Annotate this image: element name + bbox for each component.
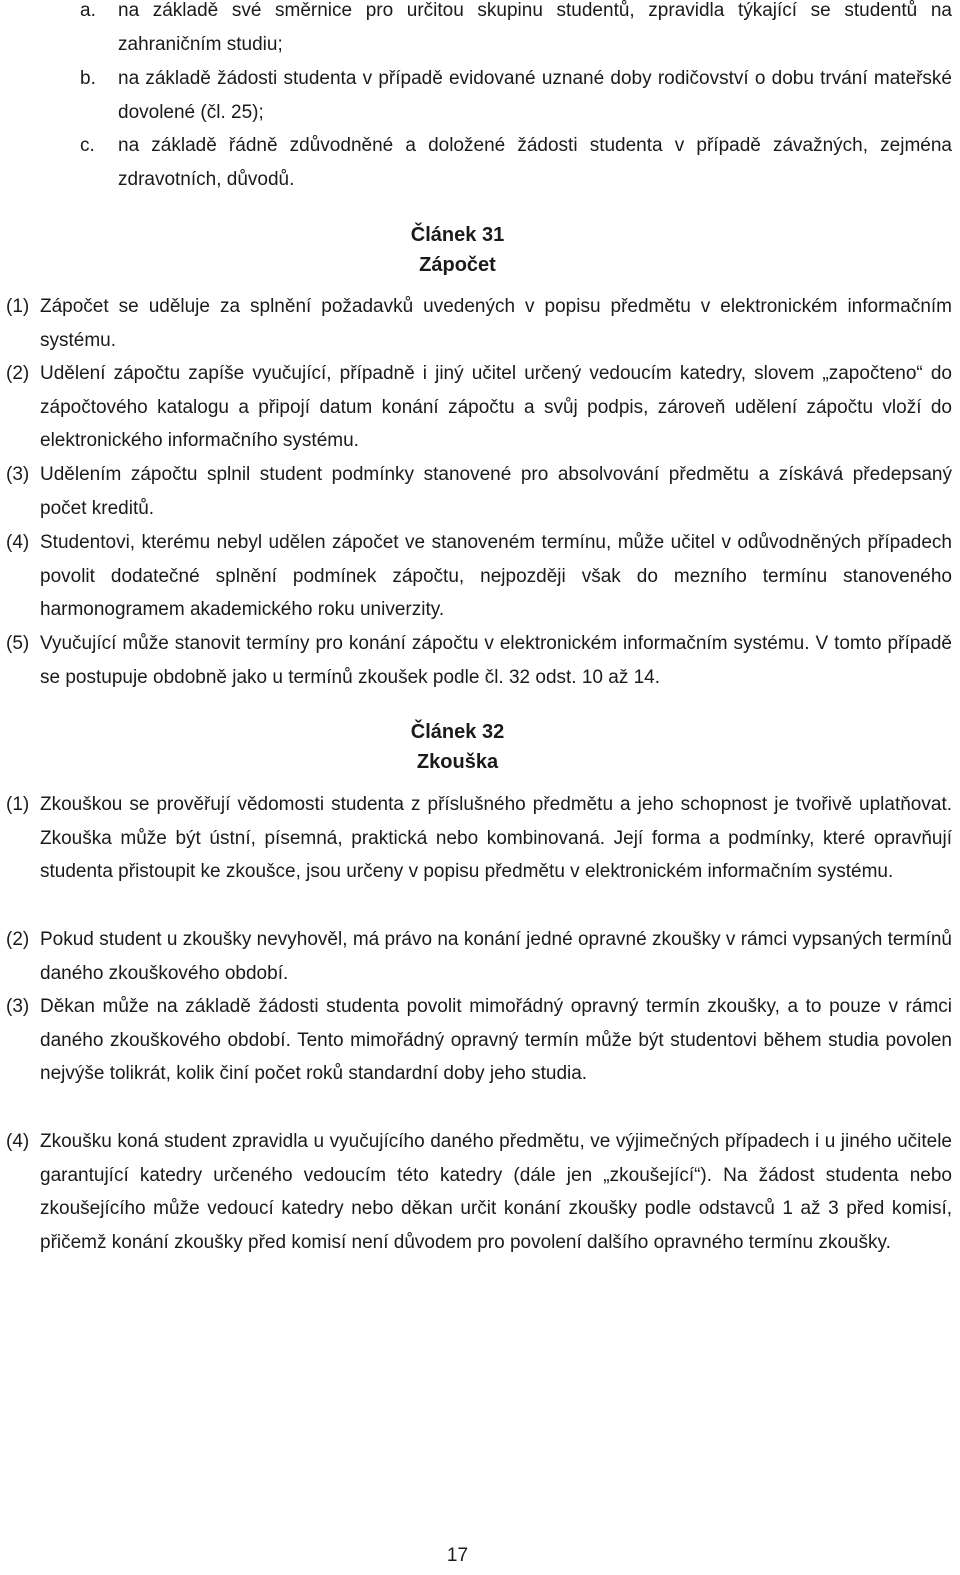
article-32-number: Článek 32 bbox=[410, 721, 505, 743]
article-31-number: Článek 31 bbox=[410, 224, 505, 246]
article-31-paragraph-1 bbox=[6, 290, 952, 357]
page-number: 17 bbox=[446, 1545, 469, 1566]
article-31-paragraph-5 bbox=[6, 627, 952, 694]
paragraph-text: Děkan může na základě žádosti studenta povolit mimořádný opravný termín zkoušky, a to pouze v rámci daného zkouškového období. Tento mimořádný opravný termín může být studentovi během studia povolen nejvýše tolikrát, kolik činí počet roků standardní doby jeho studia. bbox=[40, 996, 952, 1084]
paragraph-label: (1) bbox=[6, 296, 30, 317]
list-item-label: b. bbox=[80, 68, 96, 89]
list-item-c bbox=[80, 129, 952, 196]
paragraph-label: (4) bbox=[6, 532, 30, 553]
paragraph-text: Studentovi, kterému nebyl udělen zápočet ve stanoveném termínu, může učitel v odůvodněných případech povolit dodatečné splnění podmínek zápočtu, nejpozději však do mezního termínu stanoveného harmonogramem akademického roku univerzity. bbox=[40, 532, 952, 620]
paragraph-label: (5) bbox=[6, 633, 30, 654]
article-32-paragraph-2 bbox=[6, 923, 952, 990]
paragraph-label: (3) bbox=[6, 996, 30, 1017]
paragraph-text: Zkoušku koná student zpravidla u vyučujícího daného předmětu, ve výjimečných případech i u jiného učitele garantující katedry určeného vedoucím této katedry (dále jen „zkoušející“). Na žádost studenta nebo zkoušejícího může vedoucí katedry nebo děkan určit konání zkoušky podle odstavců 1 až 3 před komisí, přičemž konání zkoušky před komisí není důvodem pro povolení dalšího opravného termínu zkoušky. bbox=[40, 1131, 952, 1253]
paragraph-text: Vyučující může stanovit termíny pro konání zápočtu v elektronickém informačním systému. V tomto případě se postupuje obdobně jako u termínů zkoušek podle čl. 32 odst. 10 až 14. bbox=[40, 633, 952, 688]
article-32-title: Zkouška bbox=[416, 751, 499, 773]
list-item-text: na základě žádosti studenta v případě evidované uznané doby rodičovství o dobu trvání mateřské dovolené (čl. 25); bbox=[118, 68, 952, 123]
article-31-paragraph-4 bbox=[6, 526, 952, 627]
paragraph-label: (2) bbox=[6, 929, 30, 950]
paragraph-text: Udělení zápočtu zapíše vyučující, případně i jiný učitel určený vedoucím katedry, slovem „započteno“ do zápočtového katalogu a připojí datum konání zápočtu a svůj podpis, zároveň udělení zápočtu vloží do elektronického informačního systému. bbox=[40, 363, 952, 451]
list-item-label: c. bbox=[80, 135, 95, 156]
paragraph-text: Udělením zápočtu splnil student podmínky stanovené pro absolvování předmětu a získává předepsaný počet kreditů. bbox=[40, 464, 952, 519]
article-31-paragraph-3 bbox=[6, 458, 952, 525]
article-32-paragraph-3 bbox=[6, 990, 952, 1091]
paragraph-text: Pokud student u zkoušky nevyhověl, má právo na konání jedné opravné zkoušky v rámci vypsaných termínů daného zkouškového období. bbox=[40, 929, 952, 984]
article-31-title: Zápočet bbox=[419, 254, 496, 276]
list-item-text: na základě své směrnice pro určitou skupinu studentů, zpravidla týkající se studentů na zahraničním studiu; bbox=[118, 0, 952, 55]
article-32-paragraph-1 bbox=[6, 788, 952, 889]
list-item-a bbox=[80, 0, 952, 61]
article-32-paragraph-4 bbox=[6, 1125, 952, 1259]
list-item-text: na základě řádně zdůvodněné a doložené žádosti studenta v případě závažných, zejména zdravotních, důvodů. bbox=[118, 135, 952, 190]
list-item-label: a. bbox=[80, 0, 96, 21]
paragraph-label: (3) bbox=[6, 464, 30, 485]
paragraph-label: (4) bbox=[6, 1131, 30, 1152]
list-item-b bbox=[80, 62, 952, 129]
paragraph-label: (2) bbox=[6, 363, 30, 384]
paragraph-text: Zápočet se uděluje za splnění požadavků uvedených v popisu předmětu v elektronickém informačním systému. bbox=[40, 296, 952, 351]
paragraph-text: Zkouškou se prověřují vědomosti studenta z příslušného předmětu a jeho schopnost je tvořivě uplatňovat. Zkouška může být ústní, písemná, praktická nebo kombinovaná. Její forma a podmínky, které opravňují studenta přistoupit ke zkoušce, jsou určeny v popisu předmětu v elektronickém informačním systému. bbox=[40, 794, 952, 882]
article-31-paragraph-2 bbox=[6, 357, 952, 458]
paragraph-label: (1) bbox=[6, 794, 30, 815]
